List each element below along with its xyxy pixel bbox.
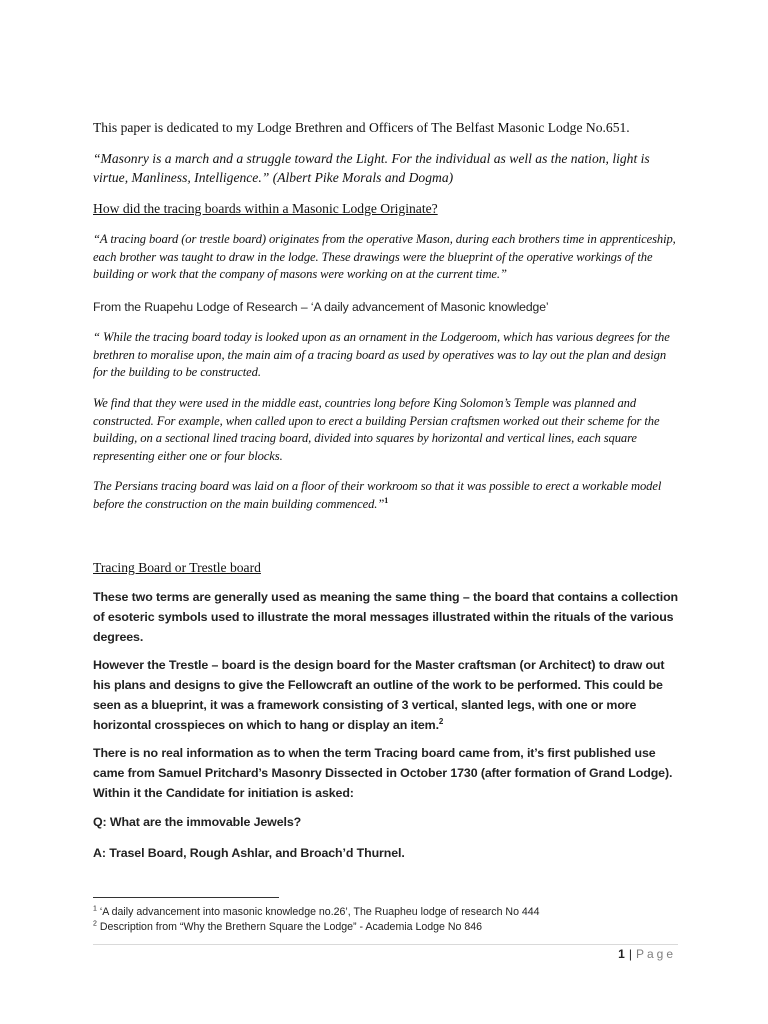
page-footer	[618, 947, 676, 961]
terms-paragraph: These two terms are generally used as meaning the same thing – the board that contains a collection of esoteric symbols used to illustrate the moral messages illustrated within the rituals of the various degrees.	[93, 590, 679, 644]
question-line: Q: What are the immovable Jewels?	[93, 815, 302, 829]
ruapehu-paragraph-3-text: The Persians tracing board was laid on a floor of their workroom so that it was possible to erect a workable model before the construction on the main building commenced.”	[93, 479, 662, 511]
page-number: 1	[618, 947, 625, 961]
footnote-1-number: 1	[93, 905, 97, 913]
history-paragraph: There is no real information as to when the term Tracing board came from, it’s first published use came from Samuel Pritchard’s Masonry Dissected in October 1730 (after formation of Grand Lodge). Within it the Candidate for initiation is asked:	[93, 746, 673, 800]
footnote-1	[93, 905, 540, 919]
answer-line: A: Trasel Board, Rough Ashlar, and Broach’d Thurnel.	[93, 846, 405, 860]
pike-quote: “Masonry is a march and a struggle toward the Light. For the individual as well as the nation, light is virtue, Manliness, Intelligence.” (Albert Pike Morals and Dogma)	[93, 151, 650, 185]
origin-quote: “A tracing board (or trestle board) originates from the operative Mason, during each brothers time in apprenticeship, each brother was taught to draw in the lodge. These drawings were the blueprint of the operative workings of the building or work that the company of masons were working on at the current time.”	[93, 232, 676, 281]
footnote-2	[93, 920, 482, 934]
dedication: This paper is dedicated to my Lodge Brethren and Officers of The Belfast Masonic Lodge No.651.	[93, 120, 630, 135]
heading-origin: How did the tracing boards within a Masonic Lodge Originate?	[93, 201, 438, 216]
page-label: Page	[635, 947, 676, 961]
heading-tracing-board: Tracing Board or Trestle board	[93, 560, 261, 575]
footnote-1-text: ‘A daily advancement into masonic knowledge no.26’, The Ruapheu lodge of research No 444	[96, 906, 540, 918]
footnote-separator	[93, 897, 279, 898]
footnote-2-text: Description from “Why the Brethern Square the Lodge” - Academia Lodge No 846	[96, 921, 483, 933]
ruapehu-paragraph-1: “ While the tracing board today is looked upon as an ornament in the Lodgeroom, which has various degrees for the brethren to moralise upon, the main aim of a tracing board as used by operatives was to lay out the plan and design for the building to be constructed.	[93, 330, 670, 379]
footnote-ref-1[interactable]: 1	[384, 495, 389, 505]
source-line: From the Ruapehu Lodge of Research – ‘A daily advancement of Masonic knowledge’	[93, 300, 549, 314]
trestle-paragraph	[93, 655, 678, 735]
footer-separator	[93, 944, 678, 945]
footer-divider: |	[628, 947, 632, 961]
footnote-2-number: 2	[93, 920, 97, 928]
trestle-paragraph-text: However the Trestle – board is the design board for the Master craftsman (or Architect) to draw out his plans and designs to give the Fellowcraft an outline of the work to be performed. This could be seen as a blueprint, it was a framework consisting of 3 vertical, slanted legs, with one or more horizontal crosspieces on which to hang or display an item.	[93, 658, 665, 732]
footnote-ref-2[interactable]: 2	[438, 716, 444, 726]
ruapehu-paragraph-3	[93, 478, 678, 513]
ruapehu-paragraph-2: We find that they were used in the middle east, countries long before King Solomon’s Temple was planned and constructed. For example, when called upon to erect a building Persian craftsmen worked out their scheme for the building, on a sectional lined tracing board, divided into squares by horizontal and vertical lines, each square representing either one or four blocks.	[93, 396, 660, 463]
